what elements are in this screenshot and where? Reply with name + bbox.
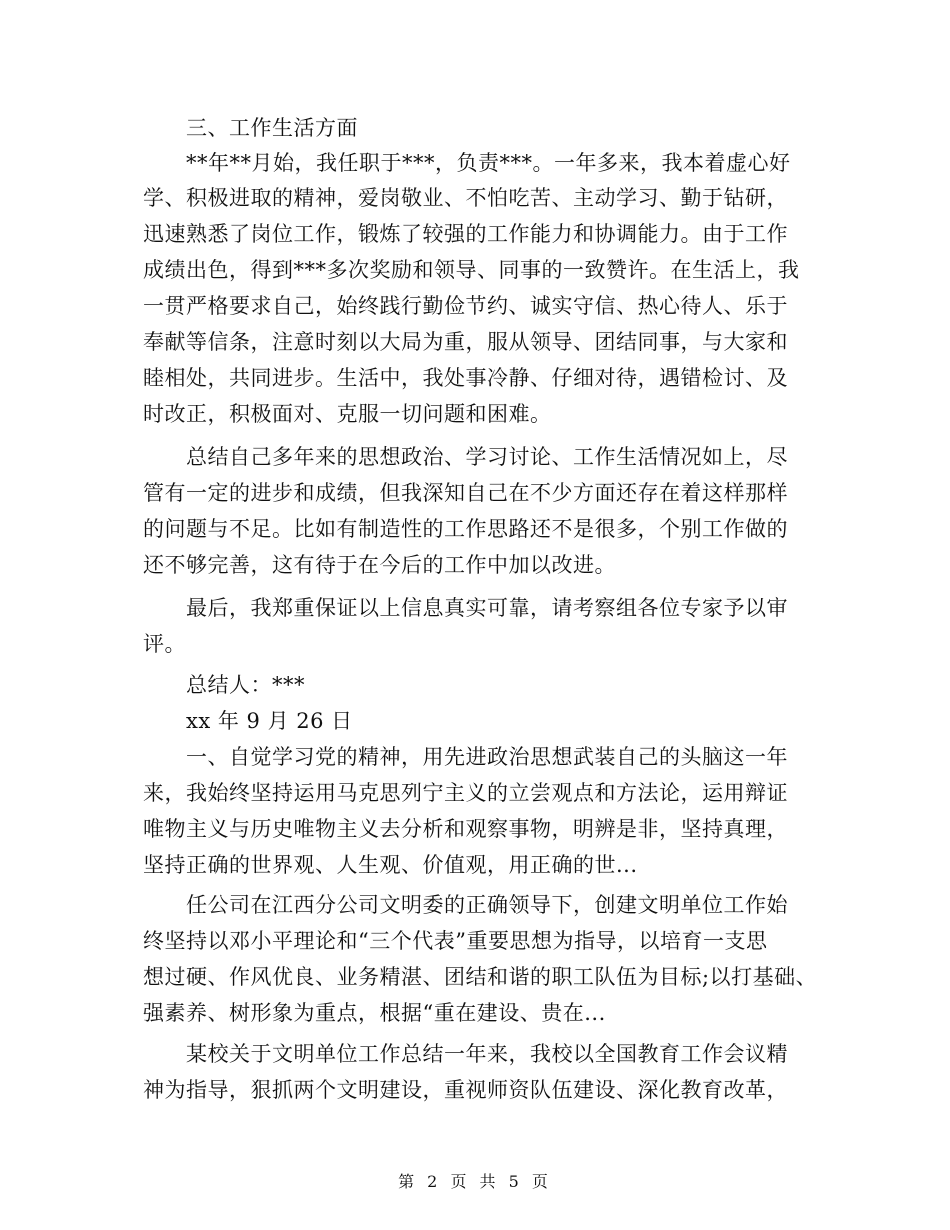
section-heading: 三、工作生活方面	[186, 116, 358, 140]
signature-line: 总结人：***	[186, 673, 305, 697]
paragraph-line: 还不够完善，这有待于在今后的工作中加以改进。	[143, 553, 616, 577]
paragraph-line: **年**月始，我任职于***，负责***。一年多来，我本着虚心好	[186, 151, 791, 175]
paragraph-line: 某校关于文明单位工作总结一年来，我校以全国教育工作会议精	[186, 1042, 788, 1066]
paragraph-line: 管有一定的进步和成绩，但我深知自己在不少方面还存在着这样那样	[143, 481, 788, 505]
paragraph-line: 坚持正确的世界观、人生观、价值观，用正确的世...	[143, 853, 638, 877]
paragraph-line: 睦相处，共同进步。生活中，我处事冷静、仔细对待，遇错检讨、及	[143, 366, 788, 390]
paragraph-line: 评。	[143, 632, 186, 656]
paragraph-line: 神为指导，狠抓两个文明建设，重视师资队伍建设、深化教育改革，	[143, 1078, 788, 1102]
paragraph-line: 奉献等信条，注意时刻以大局为重，服从领导、团结同事，与大家和	[143, 330, 788, 354]
paragraph-line: 的问题与不足。比如有制造性的工作思路还不是很多，个别工作做的	[143, 517, 788, 541]
page-number-footer: 第 2 页 共 5 页	[398, 1172, 552, 1191]
paragraph-line: 时改正，积极面对、克服一切问题和困难。	[143, 402, 552, 426]
paragraph-line: 总结自己多年来的思想政治、学习讨论、工作生活情况如上，尽	[186, 445, 788, 469]
paragraph-line: 一贯严格要求自己，始终践行勤俭节约、诚实守信、热心待人、乐于	[143, 294, 788, 318]
paragraph-line: 终坚持以邓小平理论和“三个代表”重要思想为指导，以培育一支思	[143, 929, 768, 953]
paragraph-line: 想过硬、作风优良、业务精湛、团结和谐的职工队伍为目标;以打基础、	[143, 965, 818, 989]
date-line: xx 年 9 月 26 日	[186, 709, 353, 733]
paragraph-line: 学、积极进取的精神，爱岗敬业、不怕吃苦、主动学习、勤于钻研，	[143, 186, 788, 210]
paragraph-line: 唯物主义与历史唯物主义去分析和观察事物，明辨是非，坚持真理，	[143, 817, 788, 841]
paragraph-line: 任公司在江西分公司文明委的正确领导下，创建文明单位工作始	[186, 893, 788, 917]
paragraph-line: 来，我始终坚持运用马克思列宁主义的立尝观点和方法论，运用辩证	[143, 781, 788, 805]
paragraph-line: 迅速熟悉了岗位工作，锻炼了较强的工作能力和协调能力。由于工作	[143, 222, 788, 246]
paragraph-line: 最后，我郑重保证以上信息真实可靠，请考察组各位专家予以审	[186, 596, 788, 620]
paragraph-line: 成绩出色，得到***多次奖励和领导、同事的一致赞许。在生活上，我	[143, 258, 800, 282]
paragraph-line: 一、自觉学习党的精神，用先进政治思想武装自己的头脑这一年	[186, 745, 788, 769]
paragraph-line: 强素养、树形象为重点，根据“重在建设、贵在...	[143, 1001, 606, 1025]
